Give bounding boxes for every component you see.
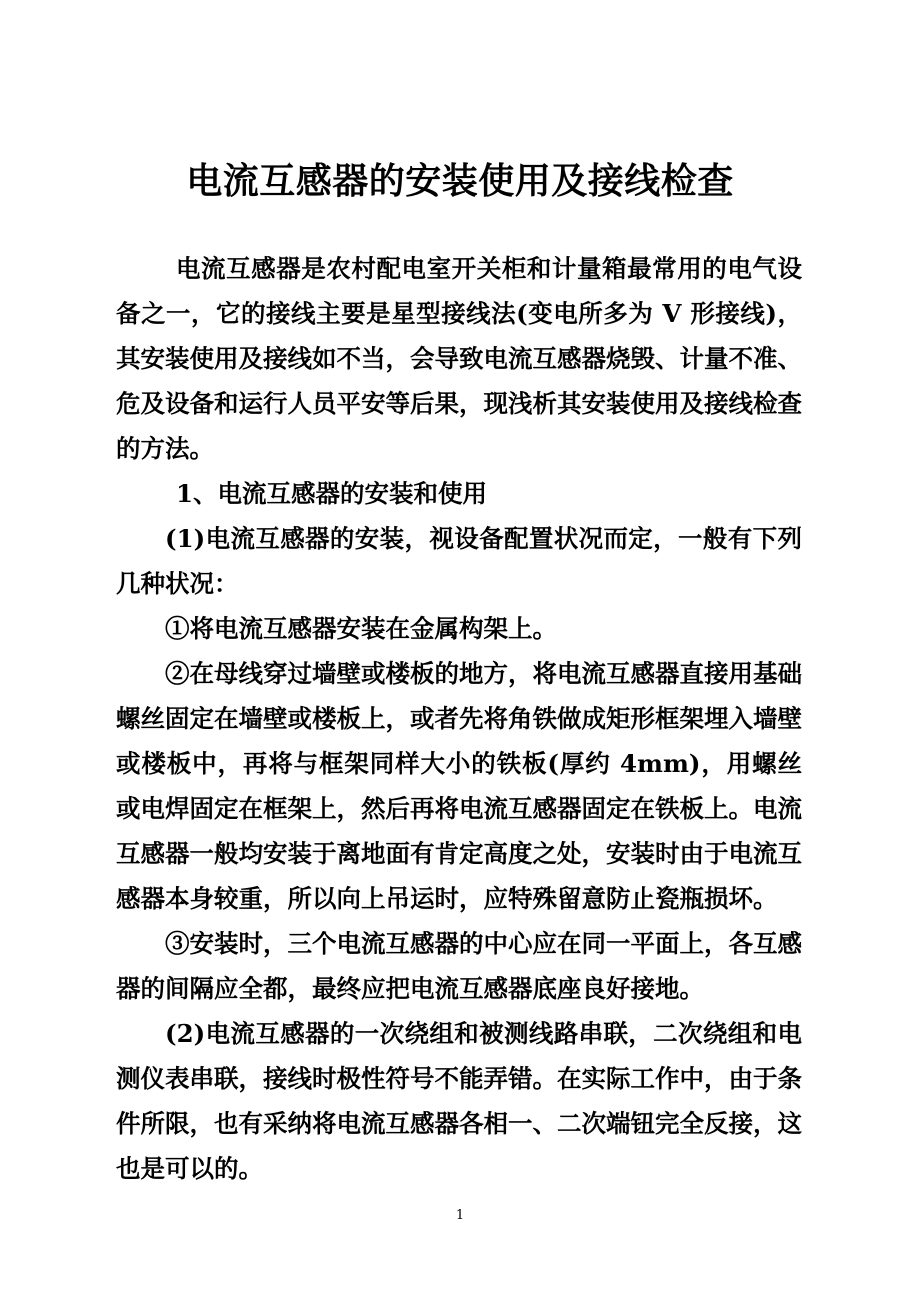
install-case-3: ③安装时，三个电流互感器的中心应在同一平面上，各互感器的间隔应全都，最终应把电流互感器底座良好接地。 bbox=[116, 929, 802, 1003]
install-case-1: ①将电流互感器安装在金属构架上。 bbox=[165, 614, 557, 643]
intro-paragraph: 电流互感器是农村配电室开关柜和计量箱最常用的电气设备之一，它的接线主要是星型接线法(变电所多为 V 形接线)，其安装使用及接线如不当，会导致电流互感器烧毁、计量不准、危及设备和运行人员平安等后果，现浅析其安装使用及接线检查的方法。 bbox=[116, 254, 802, 463]
document-title: 电流互感器的安装使用及接线检查 bbox=[186, 160, 734, 202]
install-paragraph: (1)电流互感器的安装，视设备配置状况而定，一般有下列几种状况： bbox=[116, 524, 802, 598]
page-number: 1 bbox=[455, 1208, 465, 1223]
wiring-paragraph: (2)电流互感器的一次绕组和被测线路串联，二次绕组和电测仪表串联，接线时极性符号不能弄错。在实际工作中，由于条件所限，也有采纳将电流互感器各相一、二次端钮完全反接，这也是可以的。 bbox=[116, 1019, 802, 1183]
section-heading: 1、电流互感器的安装和使用 bbox=[176, 479, 488, 508]
document-body bbox=[116, 246, 802, 1191]
install-case-2: ②在母线穿过墙壁或楼板的地方，将电流互感器直接用基础螺丝固定在墙壁或楼板上，或者先将角铁做成矩形框架埋入墙壁或楼板中，再将与框架同样大小的铁板(厚约 4mm)，用螺丝或电焊固定在框架上，然后再将电流互感器固定在铁板上。电流互感器一般均安装于离地面有肯定高度之处，安装时由于电流互感器本身较重，所以向上吊运时，应特殊留意防止瓷瓶损坏。 bbox=[116, 659, 802, 913]
